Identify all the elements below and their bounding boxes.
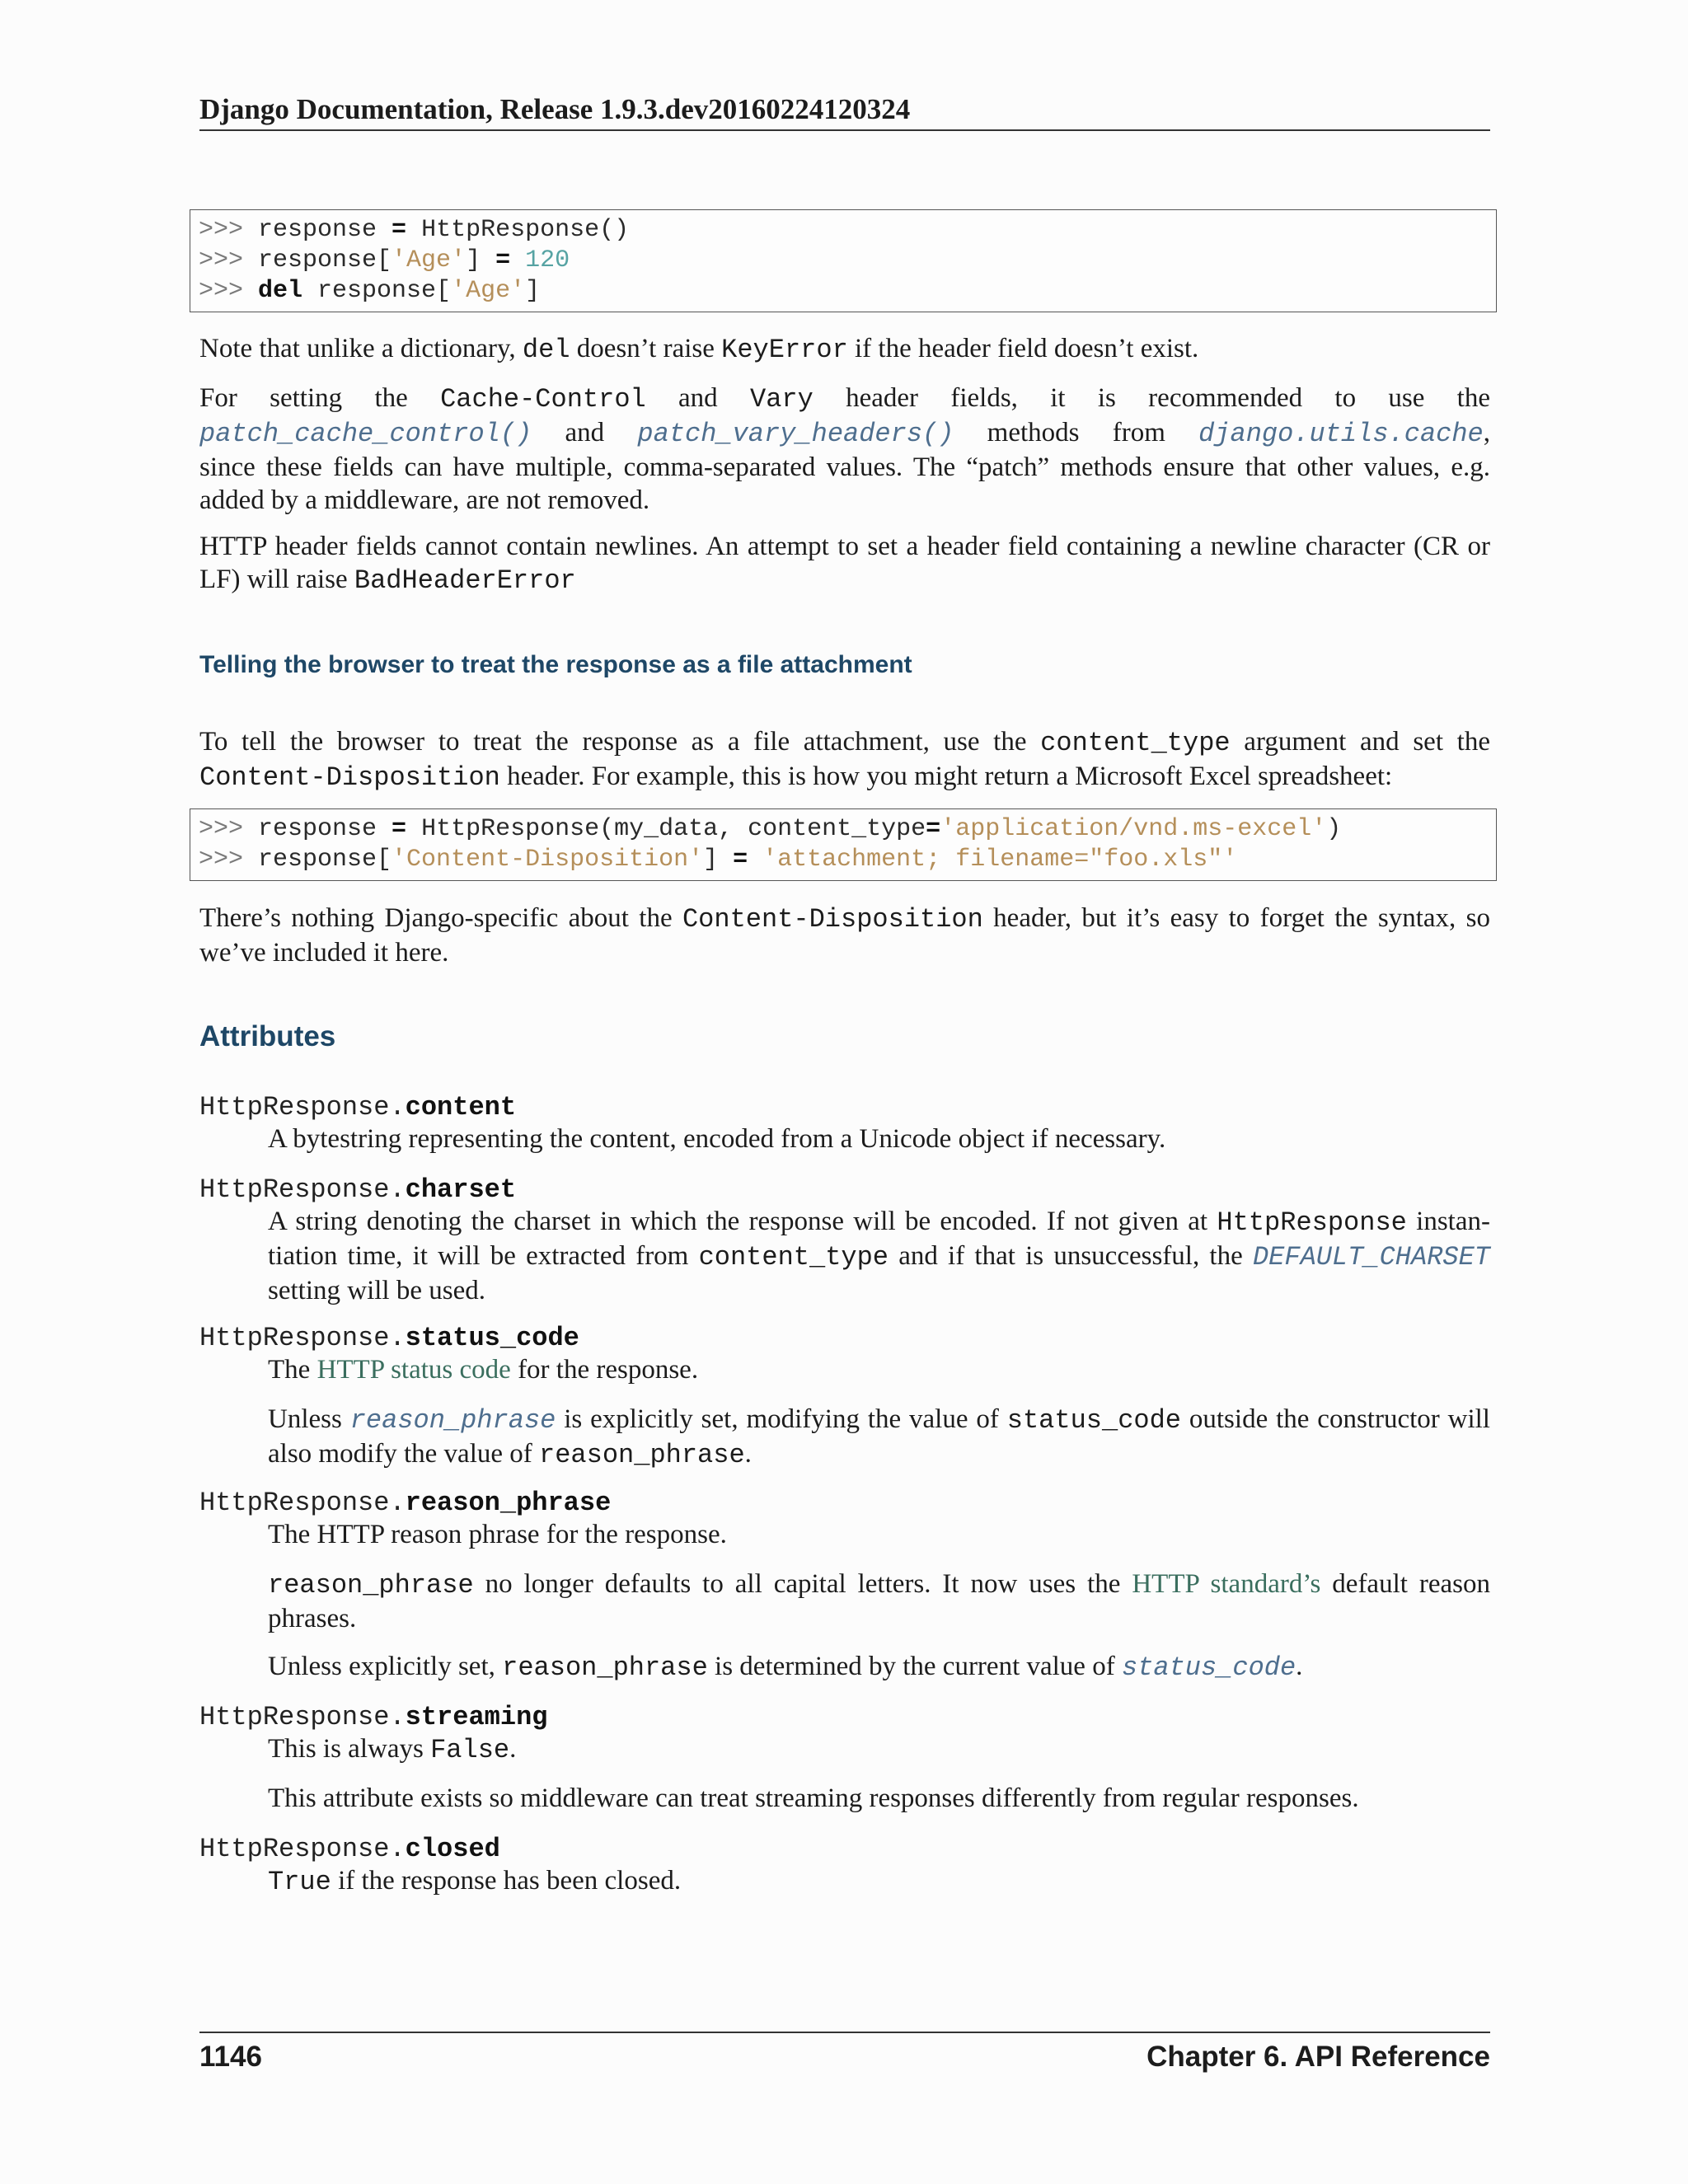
attr-desc-reason-phrase-change: reason_phrase no longer defaults to all capital letters. It now uses the HTTP standard’s default reason phrases. (268, 1569, 1490, 1633)
code-line: >>> del response['Age'] (199, 277, 541, 305)
reason-phrase-link[interactable]: reason_phrase (349, 1405, 556, 1436)
attr-signature-content: HttpResponse.content (199, 1092, 517, 1122)
attr-desc-charset: A string denoting the charset in which the response will be encoded. If not given at HttpResponse instan- tiation time, it will be extracted from content_type and if that is unsuccessful, the DEFAULT_CHARSET setting will be used. (268, 1207, 1490, 1305)
patch-cache-control-link[interactable]: patch_cache_control() (199, 419, 532, 449)
http-status-code-link[interactable]: HTTP status code (316, 1355, 511, 1385)
paragraph-newlines: HTTP header fields cannot contain newlines. An attempt to set a header field containing a newline character (CR or LF) will raise BadHeaderError (199, 532, 1490, 596)
code-line: >>> response['Age'] = 120 (199, 246, 570, 274)
paragraph-cache-control: For setting the Cache-Control and Vary header fields, it is recommended to use the patch_cache_control() and patch_vary_headers() methods from django.utils.cache, since these fields can have multiple, comma-separated values. The “patch” methods ensure that other values, e.g. added by a middleware, are not removed. (199, 383, 1490, 515)
code-line: >>> response = HttpResponse() (199, 216, 630, 244)
page-number: 1146 (199, 2041, 262, 2073)
code-block-content-disposition (190, 808, 1497, 881)
attr-signature-closed: HttpResponse.closed (199, 1834, 500, 1864)
paragraph-del-note: Note that unlike a dictionary, del doesn’t raise KeyError if the header field doesn’t exist. (199, 334, 1199, 365)
attr-signature-streaming: HttpResponse.streaming (199, 1702, 548, 1732)
attr-desc-closed: True if the response has been closed. (268, 1866, 682, 1897)
paragraph-django-specific: There’s nothing Django-specific about the Content-Disposition header, but it’s easy to forget the syntax, so we’ve included it here. (199, 903, 1490, 968)
http-standard-link[interactable]: HTTP standard’s (1132, 1569, 1321, 1599)
attr-desc-reason-phrase: The HTTP reason phrase for the response. (268, 1520, 727, 1549)
code-line: >>> response['Content-Disposition'] = 'attachment; filename="foo.xls"' (199, 846, 1238, 874)
running-header: Django Documentation, Release 1.9.3.dev20160224120324 (199, 93, 911, 125)
section-heading-file-attachment: Telling the browser to treat the response as a file attachment (199, 651, 912, 678)
attr-desc-streaming: This is always False. (268, 1734, 517, 1765)
default-charset-link[interactable]: DEFAULT_CHARSET (1252, 1242, 1490, 1272)
patch-vary-headers-link[interactable]: patch_vary_headers() (637, 419, 954, 449)
attr-signature-reason-phrase: HttpResponse.reason_phrase (199, 1488, 612, 1518)
attr-desc-content: A bytestring representing the content, encoded from a Unicode object if necessary. (268, 1124, 1166, 1154)
chapter-title: Chapter 6. API Reference (1146, 2041, 1490, 2073)
footer-rule (199, 2032, 1490, 2033)
django-utils-cache-link[interactable]: django.utils.cache (1198, 419, 1484, 449)
code-line: >>> response = HttpResponse(my_data, content_type='application/vnd.ms-excel') (199, 815, 1342, 843)
attr-desc-streaming-note: This attribute exists so middleware can treat streaming responses differently from regular responses. (268, 1783, 1359, 1813)
header-rule (199, 129, 1490, 131)
status-code-link[interactable]: status_code (1121, 1652, 1296, 1683)
code-block-del-header (190, 209, 1497, 312)
attr-desc-status-code-note: Unless reason_phrase is explicitly set, modifying the value of status_code outside the constructor will also modify the value of reason_phrase. (268, 1404, 1490, 1470)
attr-desc-reason-phrase-default: Unless explicitly set, reason_phrase is determined by the current value of status_code. (268, 1652, 1303, 1683)
attr-signature-charset: HttpResponse.charset (199, 1174, 517, 1205)
attr-desc-status-code: The HTTP status code for the response. (268, 1355, 699, 1385)
section-heading-attributes: Attributes (199, 1020, 336, 1052)
attr-signature-status-code: HttpResponse.status_code (199, 1323, 579, 1353)
paragraph-attachment: To tell the browser to treat the response as a file attachment, use the content_type argument and set the Content-Disposition header. For example, this is how you might return a Microsoft Excel spreadsheet: (199, 727, 1490, 793)
